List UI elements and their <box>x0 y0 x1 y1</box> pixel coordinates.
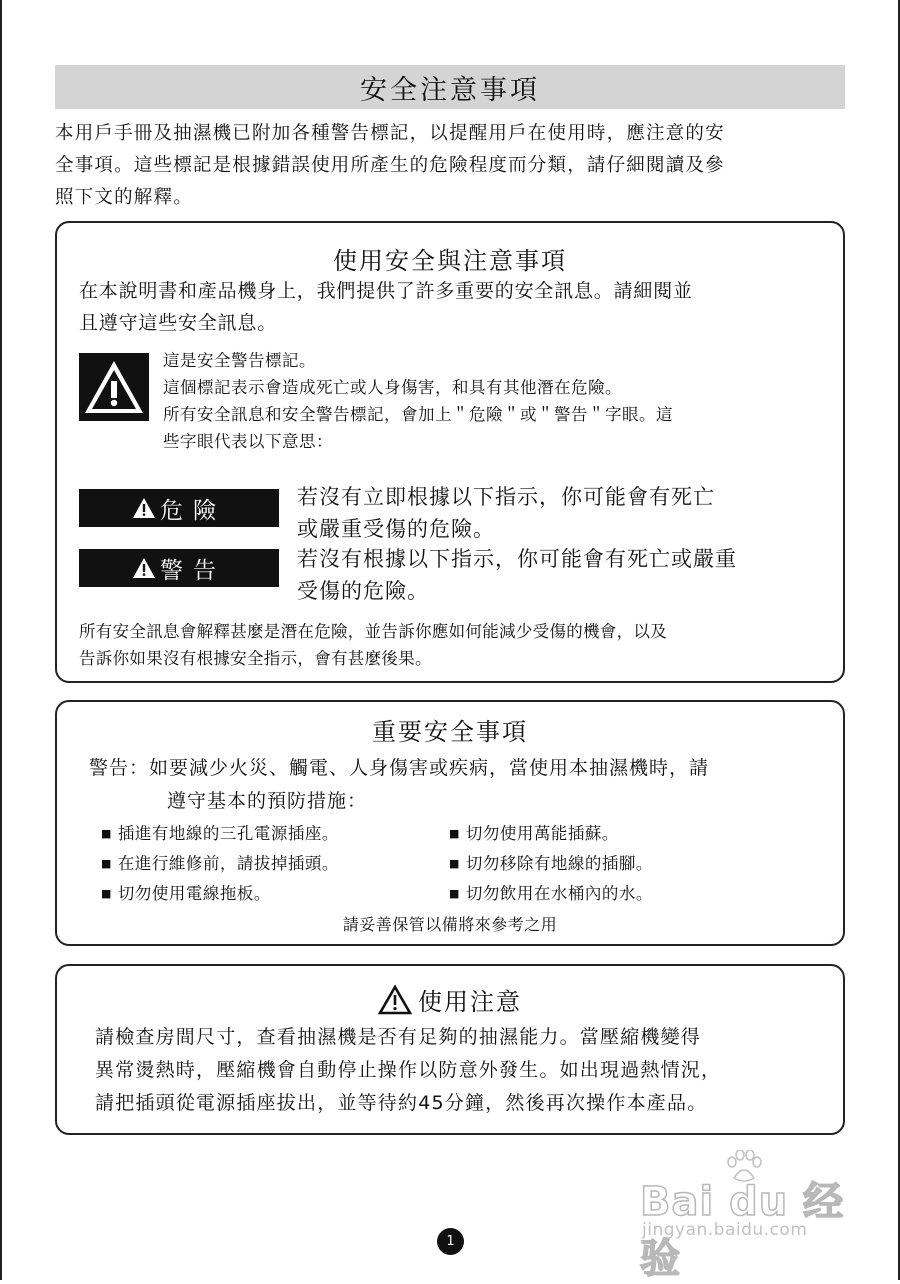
page-title: 安全注意事項 <box>55 65 845 109</box>
important-box-footer: 請妥善保管以備將來參考之用 <box>342 915 558 934</box>
intro-line: 本用戶手冊及抽濕機已附加各種警告標記，以提醒用戶在使用時，應注意的安 <box>55 123 725 144</box>
safety-intro-line: 且遵守這些安全訊息。 <box>79 312 278 334</box>
warning-label-text: 警告 <box>160 557 226 584</box>
list-item: ■ 切勿移除有地線的插腳。 <box>449 850 653 880</box>
intro-paragraph <box>55 118 855 214</box>
page-number: 1 <box>437 1228 464 1255</box>
intro-line: 全事項。這些標記是根據錯誤使用所產生的危險程度而分類，請仔細閱讀及參 <box>55 155 725 176</box>
precaution-list-left <box>101 820 339 910</box>
warning-explanation-line: 所有安全訊息和安全警告標記，會加上＂危險＂或＂警告＂字眼。這 <box>163 405 673 424</box>
caution-triangle-icon <box>378 985 412 1015</box>
list-item: ■ 切勿使用萬能插蘇。 <box>449 820 653 850</box>
list-item: ■ 插進有地線的三孔電源插座。 <box>101 820 339 850</box>
important-warning-line: 如要減少火災、觸電、人身傷害或疾病，當使用本抽濕機時，請 <box>149 757 710 779</box>
watermark-url: jingyan.baidu.com <box>642 1220 808 1240</box>
danger-description-line: 若沒有立即根據以下指示，你可能會有死亡 <box>297 485 715 509</box>
safety-intro-line: 在本說明書和產品機身上，我們提供了許多重要的安全訊息。請細閱並 <box>79 280 693 302</box>
watermark-brand: Bai du 经验 <box>640 1179 845 1282</box>
safety-footer-line: 告訴你如果沒有根據安全指示，會有甚麼後果。 <box>79 649 432 668</box>
intro-line: 照下文的解釋。 <box>55 187 193 208</box>
important-safety-box <box>55 700 845 946</box>
warning-label <box>79 549 279 587</box>
caution-line: 請把插頭從電源插座拔出，並等待約45分鐘，然後再次操作本產品。 <box>95 1092 708 1114</box>
caution-body <box>95 1021 825 1120</box>
list-item: ■ 切勿飲用在水桶內的水。 <box>449 880 653 910</box>
caution-box-title <box>57 982 843 1017</box>
warning-description <box>297 543 837 607</box>
danger-label <box>79 489 279 527</box>
safety-box-intro <box>79 275 829 339</box>
safety-box-footer <box>79 618 839 672</box>
precaution-list-right <box>449 820 653 910</box>
danger-description-line: 或嚴重受傷的危險。 <box>297 517 495 541</box>
alert-triangle-icon <box>132 557 156 579</box>
warning-description-line: 受傷的危險。 <box>297 579 429 603</box>
danger-label-text: 危險 <box>160 497 226 524</box>
warning-explanation-line: 些字眼代表以下意思： <box>163 432 333 451</box>
list-item: ■ 在進行維修前，請拔掉插頭。 <box>101 850 339 880</box>
warning-description-line: 若沒有根據以下指示，你可能會有死亡或嚴重 <box>297 547 737 571</box>
safety-footer-line: 所有安全訊息會解釋甚麼是潛在危險，並告訴你應如何能減少受傷的機會，以及 <box>79 622 667 641</box>
important-box-title: 重要安全事項 <box>372 718 528 746</box>
baidu-watermark <box>640 1150 850 1282</box>
usage-caution-box <box>55 964 845 1135</box>
warning-symbol-explanation <box>163 347 833 455</box>
warning-explanation-line: 這是安全警告標記。 <box>163 351 316 370</box>
caution-title-text: 使用注意 <box>418 988 522 1016</box>
page-left-edge <box>0 0 2 1280</box>
caution-line: 異常燙熱時，壓縮機會自動停止操作以防意外發生。如出現過熱情況， <box>95 1059 722 1081</box>
safety-box-title: 使用安全與注意事項 <box>333 247 567 275</box>
important-warning-prefix: 警告： <box>89 757 150 779</box>
list-item: ■ 切勿使用電線拖板。 <box>101 880 339 910</box>
important-warning <box>89 752 829 818</box>
danger-description <box>297 481 837 545</box>
safety-info-box <box>55 221 845 683</box>
warning-triangle-icon <box>79 353 149 421</box>
alert-triangle-icon <box>132 497 156 519</box>
caution-line: 請檢查房間尺寸，查看抽濕機是否有足夠的抽濕能力。當壓縮機變得 <box>95 1026 702 1048</box>
important-warning-line: 遵守基本的預防措施： <box>167 790 368 812</box>
warning-explanation-line: 這個標記表示會造成死亡或人身傷害，和具有其他潛在危險。 <box>163 378 622 397</box>
